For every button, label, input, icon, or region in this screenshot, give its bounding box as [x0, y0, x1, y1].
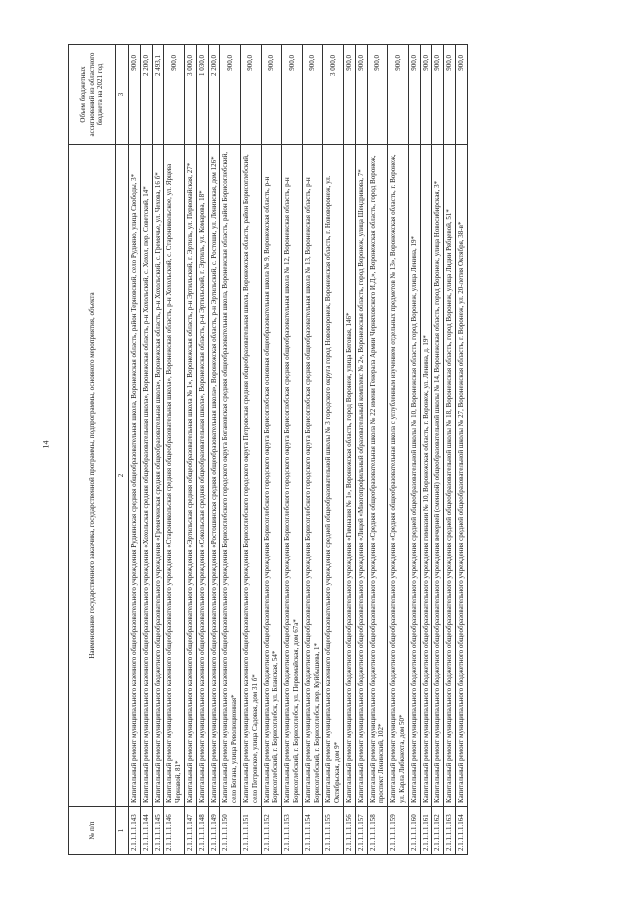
row-value: 900,0: [302, 45, 323, 145]
row-value: 900,0: [408, 45, 420, 145]
row-number: 2.1.1.1.1.157: [355, 807, 367, 855]
rotated-page: [68, 45, 608, 855]
row-name: Капитальный ремонт муниципального казенного общеобразовательного учреждения Руднянская средняя общеобразовательная школа, Воронежская область, район Терновский, село Рудняно, улица Свободы, 3*: [129, 145, 141, 807]
row-name: Капитальный ремонт муниципального казенного общеобразовательного учреждения «Хохольская средняя общеобразовательная школа», Воронежская область, р-н Хохольский, с. Хохол, пер. Советский, 14*: [140, 145, 152, 807]
table-row: [164, 45, 185, 855]
row-number: 2.1.1.1.1.144: [140, 807, 152, 855]
row-number: 2.1.1.1.1.153: [282, 807, 303, 855]
row-value: 900,0: [164, 45, 185, 145]
row-name: Капитальный ремонт муниципального бюджетного общеобразовательного учреждения «Лицей «Многопрофильный образовательный комплекс № 2», Воронежская область, город Воронеж, улица Шендрикова, 7*: [355, 145, 367, 807]
row-value: 900,0: [455, 45, 467, 145]
index-cell: 2: [116, 145, 129, 807]
row-value: 2 200,0: [140, 45, 152, 145]
table-row: [152, 45, 164, 855]
row-name: Капитальный ремонт муниципального казенного общеобразовательного учреждения «Сокольская средняя общеобразовательная школа», Воронежская область, р-н Эртильский, г. Эртиль, ул. Комарова, 18*: [196, 145, 208, 807]
row-name: Капитальный ремонт муниципального бюджетного общеобразовательного учреждения «Средняя общеобразовательная школа с углубленным изучением отдельных предметов № 13», Воронежская область, г. Воронеж, ул. Карла Либкнехта, дом 50*: [388, 145, 409, 807]
table-row: [240, 45, 261, 855]
table-row: [323, 45, 344, 855]
column-index-row: [116, 45, 129, 855]
table-row: [420, 45, 432, 855]
index-cell: 3: [116, 45, 129, 145]
table-row: [455, 45, 467, 855]
table-row: [408, 45, 420, 855]
table-row: [388, 45, 409, 855]
table-row: [367, 45, 388, 855]
index-cell: 1: [116, 807, 129, 855]
table-row: [129, 45, 141, 855]
page-number: 14: [41, 440, 51, 449]
row-number: 2.1.1.1.1.161: [420, 807, 432, 855]
row-number: 2.1.1.1.1.151: [240, 807, 261, 855]
row-name: Капитальный ремонт муниципального бюджетного общеобразовательного учреждения средней общеобразовательной школы № 18, Воронежская область, город Воронеж, улица Лидии Рябцевой, 51*: [444, 145, 456, 807]
row-name: Капитальный ремонт муниципального казенного общеобразовательного учреждения «Староникольская средняя общеобразовательная школа», Воронежская область, р-н Хохольский, с. Староникольское, ул. Ярцева Чернавой, 81*: [164, 145, 185, 807]
row-name: Капитальный ремонт муниципального бюджетного общеобразовательного учреждения Борисоглебского городского округа Борисоглебская средняя общеобразовательная школа № 12, Воронежская область, р-н Борисоглебский, г. Борисоглебск, ул. Первомайская, дом 67а*: [282, 145, 303, 807]
row-name: Капитальный ремонт муниципального бюджетного общеобразовательного учреждения Борисоглебского городского округа Борисоглебская средняя общеобразовательная школа № 13, Воронежская область, р-н Борисоглебский, г. Борисоглебск, пер. Куйбышева, 1*: [302, 145, 323, 807]
table-row: [261, 45, 282, 855]
row-value: 1 030,0: [196, 45, 208, 145]
table-row: [302, 45, 323, 855]
table-row: [208, 45, 220, 855]
row-number: 2.1.1.1.1.147: [184, 807, 196, 855]
row-name: Капитальный ремонт муниципального казенного общеобразовательного учреждения «Ростошинская средняя общеобразовательная школа», Воронежская область, р-н Эртильский, с. Ростоши, ул. Ленинская, дом 126*: [208, 145, 220, 807]
row-value: 900,0: [343, 45, 355, 145]
row-number: 2.1.1.1.1.155: [323, 807, 344, 855]
row-value: 3 000,0: [323, 45, 344, 145]
row-value: 900,0: [220, 45, 241, 145]
row-value: 900,0: [432, 45, 444, 145]
row-value: 2 200,0: [208, 45, 220, 145]
row-name: Капитальный ремонт муниципального бюджетного общеобразовательного учреждения «Гимназия № 1», Воронежская область, город Воронеж, улица Беговая, 146*: [343, 145, 355, 807]
row-number: 2.1.1.1.1.156: [343, 807, 355, 855]
row-number: 2.1.1.1.1.163: [444, 807, 456, 855]
row-number: 2.1.1.1.1.148: [196, 807, 208, 855]
row-number: 2.1.1.1.1.150: [220, 807, 241, 855]
table-row: [355, 45, 367, 855]
row-number: 2.1.1.1.1.149: [208, 807, 220, 855]
row-number: 2.1.1.1.1.162: [432, 807, 444, 855]
row-number: 2.1.1.1.1.164: [455, 807, 467, 855]
objects-table: [68, 44, 468, 855]
header-volume: Объем бюджетных ассигнований из областного бюджета на 2021 год: [69, 45, 116, 145]
table-row: [184, 45, 196, 855]
row-name: Капитальный ремонт муниципального казенного общеобразовательного учреждения средней общеобразовательной школы № 3 городского округа город Нововоронеж, Воронежская область, г. Нововоронеж, ул. Октябрьская, дом 9*: [323, 145, 344, 807]
row-name: Капитальный ремонт муниципального бюджетного общеобразовательного учреждения средней общеобразовательной школы № 27, Воронежская область, г. Воронеж, ул. 20-летия Октября, 38-в*: [455, 145, 467, 807]
table-row: [140, 45, 152, 855]
row-name: Капитальный ремонт муниципального казенного общеобразовательного учреждения Борисоглебского городского округа Петровская средняя общеобразовательная школа, Воронежская область, район Борисоглебский, село Петровское, улица Садовая, дом 31 б*: [240, 145, 261, 807]
table-row: [282, 45, 303, 855]
header-num: № п/п: [69, 807, 116, 855]
table-row: [196, 45, 208, 855]
row-number: 2.1.1.1.1.146: [164, 807, 185, 855]
row-number: 2.1.1.1.1.143: [129, 807, 141, 855]
row-number: 2.1.1.1.1.152: [261, 807, 282, 855]
row-value: 900,0: [420, 45, 432, 145]
row-value: 900,0: [240, 45, 261, 145]
row-number: 2.1.1.1.1.158: [367, 807, 388, 855]
row-name: Капитальный ремонт муниципального бюджетного общеобразовательного учреждения средней общеобразовательной школы № 10, Воронежская область, город Воронеж, улица Ленина, 19*: [408, 145, 420, 807]
row-value: 3 000,0: [184, 45, 196, 145]
row-name: Капитальный ремонт муниципального бюджетного общеобразовательного учреждения Борисоглебского городского округа Борисоглебская основная общеобразовательная школа № 9, Воронежская область, р-н Борисоглебский, г. Борисоглебск, ул. Бланская, 54*: [261, 145, 282, 807]
table-row: [343, 45, 355, 855]
row-name: Капитальный ремонт муниципального бюджетного общеобразовательного учреждения гимназии № 10, Воронежская область, г. Воронеж, ул. Ленина, д. 19*: [420, 145, 432, 807]
row-name: Капитальный ремонт муниципального бюджетного общеобразовательного учреждения вечерней (сменной) общеобразовательной школы № 14, Воронежская область, город Воронеж, улица Новосибирская, 3*: [432, 145, 444, 807]
row-value: 900,0: [367, 45, 388, 145]
table-row: [220, 45, 241, 855]
row-value: 900,0: [444, 45, 456, 145]
row-name: Капитальный ремонт муниципального казенного общеобразовательного учреждения Борисоглебского городского округа Богановская средняя общеобразовательная школа, Воронежская область, район Борисоглебский, село Богана, улица Революционная*: [220, 145, 241, 807]
row-name: Капитальный ремонт муниципального казенного общеобразовательного учреждения «Эртильская средняя общеобразовательная школа № 1», Воронежская область, р-н Эртильский, г. Эртиль, ул. Первомайская, 27*: [184, 145, 196, 807]
row-number: 2.1.1.1.1.160: [408, 807, 420, 855]
row-value: 900,0: [282, 45, 303, 145]
header-name: Наименование государственного заказчика, государственной программы, подпрограммы, основного мероприятия, объекта: [69, 145, 116, 807]
row-number: 2.1.1.1.1.154: [302, 807, 323, 855]
row-name: Капитальный ремонт муниципального бюджетного общеобразовательного учреждения «Средняя общеобразовательная школа № 22 имени Генерала Армии Черняховского И.Д.», Воронежская область, город Воронеж, проспект Ленинский, 102*: [367, 145, 388, 807]
row-value: 2 493,1: [152, 45, 164, 145]
table-row: [444, 45, 456, 855]
table-row: [432, 45, 444, 855]
row-value: 900,0: [355, 45, 367, 145]
row-number: 2.1.1.1.1.159: [388, 807, 409, 855]
row-name: Капитальный ремонт муниципального бюджетного общеобразовательного учреждения «Гремяченская средняя общеобразовательная школа», Воронежская область, р-н Хохольский, с. Гремячье, ул. Чехова, 16 б*: [152, 145, 164, 807]
row-number: 2.1.1.1.1.145: [152, 807, 164, 855]
row-value: 900,0: [129, 45, 141, 145]
row-value: 900,0: [388, 45, 409, 145]
row-value: 900,0: [261, 45, 282, 145]
table-header-row: [69, 45, 116, 855]
